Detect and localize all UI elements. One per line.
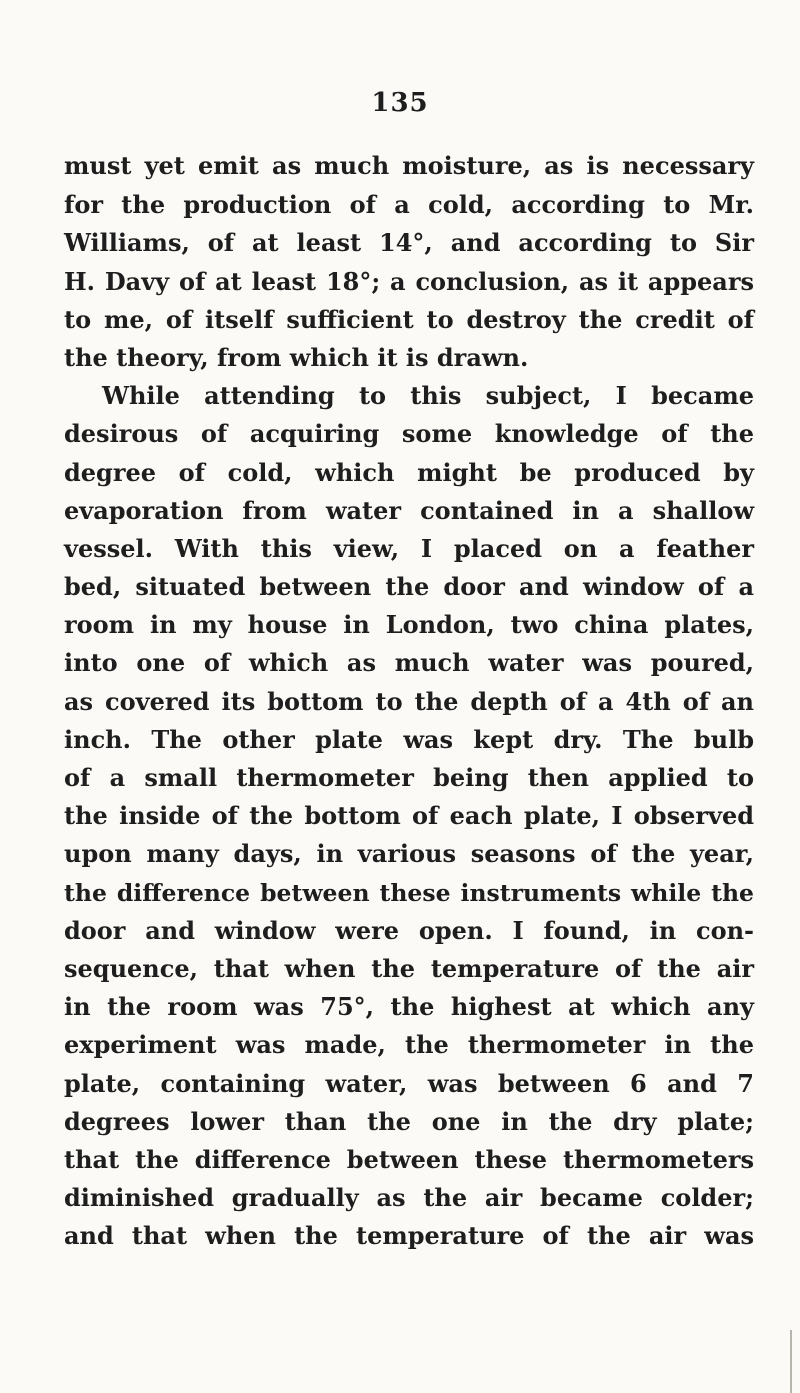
page-edge-mark <box>790 1330 792 1393</box>
text-line: vessel. With this view, I placed on a feather <box>64 533 754 563</box>
text-line: desirous of acquiring some knowledge of the <box>64 419 754 449</box>
text-line: plate, containing water, was between 6 and 7 <box>64 1068 754 1098</box>
text-line: the inside of the bottom of each plate, I observed <box>64 801 754 831</box>
paragraph-start-line: While attending to this subject, I became <box>102 381 754 411</box>
text-line: evaporation from water contained in a shallow <box>64 495 754 525</box>
text-line: as covered its bottom to the depth of a 4th of an <box>64 686 754 716</box>
paragraph-end-line: the theory, from which it is drawn. <box>64 342 529 372</box>
text-line: in the room was 75°, the highest at which any <box>64 992 754 1022</box>
text-line: inch. The other plate was kept dry. The bulb <box>64 724 754 754</box>
text-line: into one of which as much water was poured, <box>64 648 754 678</box>
text-line: and that when the temperature of the air was <box>64 1221 754 1251</box>
text-line: Williams, of at least 14°, and according to Sir <box>64 228 754 258</box>
text-line: bed, situated between the door and window of a <box>64 572 754 602</box>
text-line: degree of cold, which might be produced by <box>64 457 754 487</box>
text-line: that the difference between these thermometers <box>64 1144 754 1174</box>
text-line: upon many days, in various seasons of the year, <box>64 839 754 869</box>
body-text <box>64 147 754 1255</box>
text-line: for the production of a cold, according to Mr. <box>64 190 754 220</box>
text-line: to me, of itself sufficient to destroy the credit of <box>64 304 754 334</box>
text-line: degrees lower than the one in the dry plate; <box>64 1106 754 1136</box>
text-line: H. Davy of at least 18°; a conclusion, as it appears <box>64 266 754 296</box>
text-line: of a small thermometer being then applied to <box>64 763 754 792</box>
text-line: the difference between these instruments while the <box>64 878 754 907</box>
text-line: room in my house in London, two china plates, <box>64 610 754 640</box>
text-line: must yet emit as much moisture, as is necessary <box>64 151 754 180</box>
page-number: 135 <box>371 88 429 118</box>
text-line: experiment was made, the thermometer in the <box>64 1030 754 1060</box>
text-line: door and window were open. I found, in con- <box>64 915 754 945</box>
text-line: diminished gradually as the air became colder; <box>64 1183 754 1213</box>
text-line: sequence, that when the temperature of the air <box>64 953 754 983</box>
